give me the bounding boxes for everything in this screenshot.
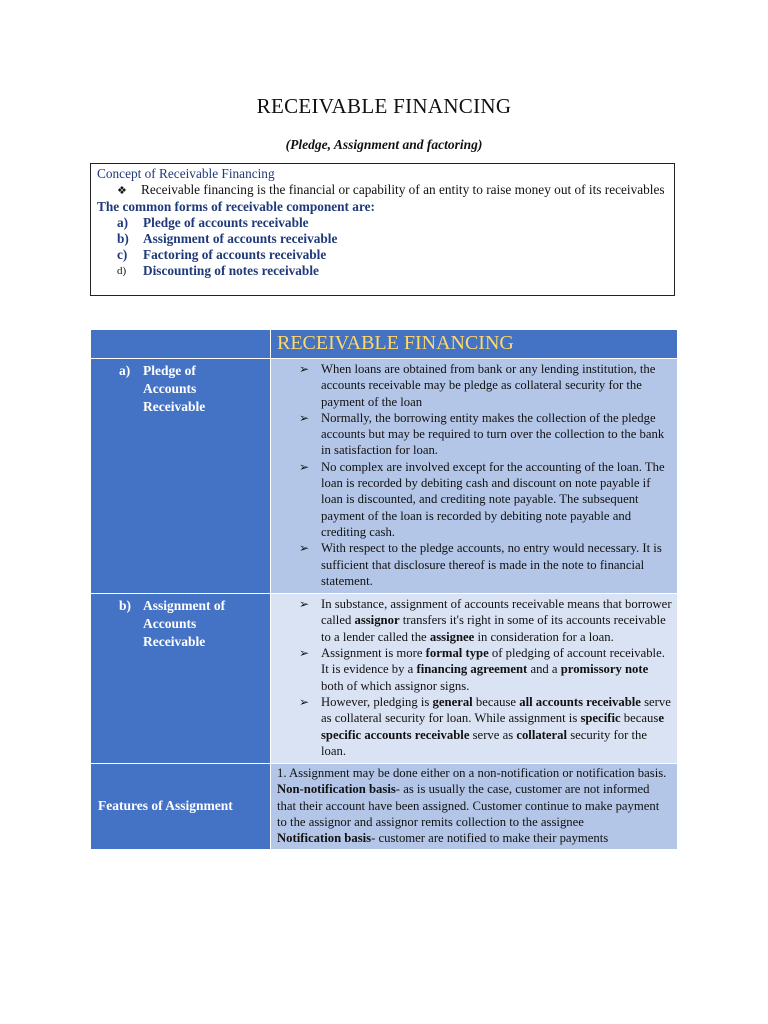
form-item-text: Pledge of accounts receivable [143,215,309,230]
row-label: Assignment of Accounts Receivable [143,598,226,650]
row-label: Features of Assignment [98,798,233,814]
forms-heading: The common forms of receivable component are: [97,199,375,214]
point-list [271,359,677,593]
row-label: Pledge of Accounts Receivable [143,363,206,414]
point-list [271,594,677,763]
row-mark: b) [119,598,132,614]
table-header-row [91,330,678,359]
concept-heading: Concept of Receivable Financing [97,166,275,181]
list-item: ➢ When loans are obtained from bank or any lending institution, the accounts receivable may be pledge as collateral security for the payment of the loan [299,361,673,410]
concept-bullet [97,182,668,199]
form-item-text: Factoring of accounts receivable [143,247,327,262]
table-header-title: RECEIVABLE FINANCING [271,330,678,359]
form-item-text: Discounting of notes receivable [143,263,319,278]
form-item [97,231,668,247]
list-item: ➢ Normally, the borrowing entity makes the collection of the pledge accounts but may be required to turn over the collection to the bank in satisfaction for loan. [299,410,673,459]
features-text: 1. Assignment may be done either on a non-notification or notification basis. Non-notification basis- as is usually the case, customer are not informed that their account have been assigned. Customer continue to make payment to the assignor and assignor remits collection to the assignee Notification basis- customer are notified to make their payments [277,766,667,846]
list-item: ➢ Assignment is more formal type of pledging of account receivable. It is evidence by a financing agreement and a promissory note both of which assignor signs. [299,645,673,694]
table-header-empty-cell [91,330,271,359]
table-row [91,594,678,764]
form-item-text: Assignment of accounts receivable [143,231,338,246]
document-subtitle: (Pledge, Assignment and factoring) [285,137,483,152]
row-label-cell [91,764,271,849]
concept-bullet-text: Receivable financing is the financial or capability of an entity to raise money out of its receivables [141,182,665,197]
list-item: ➢ In substance, assignment of accounts receivable means that borrower called assignor transfers it's right in some of its accounts receivable to a lender called the assignee in consideration for a loan. [299,596,673,645]
form-item [97,247,668,263]
table-row [91,359,678,594]
row-content-cell [271,594,678,764]
form-item-mark: d) [117,265,127,277]
list-item: ➢ With respect to the pledge accounts, no entry would necessary. It is sufficient that disclosure thereof is made in the note to financial statement. [299,540,673,589]
document-title: RECEIVABLE FINANCING [256,94,512,118]
form-item-mark: a) [117,215,129,230]
row-content-cell [271,359,678,594]
list-item: ➢ No complex are involved except for the accounting of the loan. The loan is recorded by debiting cash and discount on note payable if loan is discounted, and crediting note payable. The subsequent payment of the loan is recorded by debiting note payable and crediting cash. [299,459,673,540]
list-item: ➢ However, pledging is general because all accounts receivable serve as collateral security for loan. While assignment is specific because specific accounts receivable serve as collateral security for the loan. [299,694,673,759]
row-label-cell [91,359,271,594]
diamond-bullet-icon: ❖ [117,185,127,197]
form-item-mark: b) [117,231,129,246]
form-item-mark: c) [117,247,128,262]
table-row [91,764,678,849]
row-content-cell [271,764,678,849]
row-label-cell [91,594,271,764]
row-mark: a) [119,363,131,378]
form-item [97,215,668,231]
form-item [97,263,668,279]
receivable-financing-table [90,329,678,850]
concept-box [90,163,675,296]
